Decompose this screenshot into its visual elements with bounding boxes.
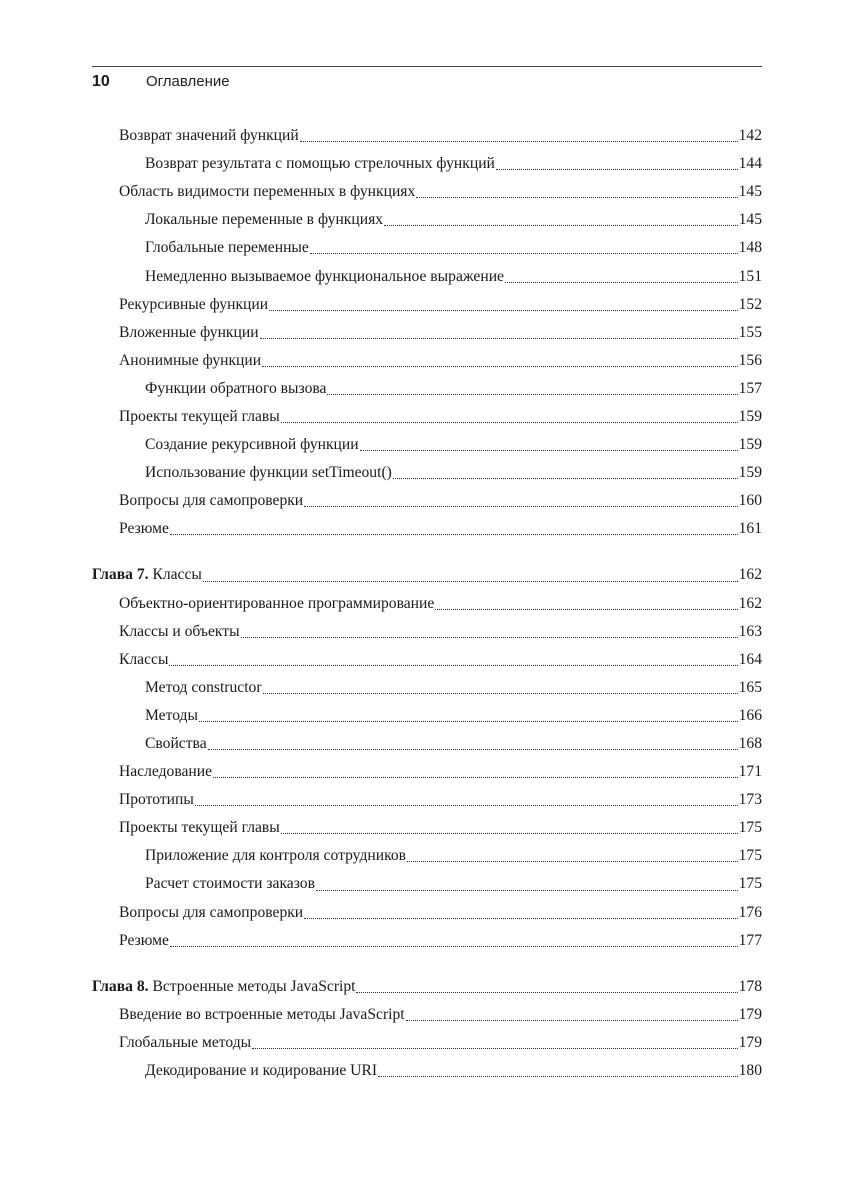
toc-entry — [92, 730, 762, 758]
toc-entry-title — [119, 932, 169, 950]
toc-entry — [92, 1029, 762, 1057]
dot-leader — [170, 533, 738, 535]
toc-entry-page: 165 — [738, 678, 762, 696]
toc-chapter-entry — [92, 973, 762, 1001]
toc-entry-text: Создание рекурсивной функции — [145, 436, 359, 454]
toc-entry — [92, 590, 762, 618]
toc-entry — [92, 262, 762, 290]
dot-leader — [260, 337, 738, 339]
toc-entry-title — [119, 352, 261, 370]
dot-leader — [262, 365, 738, 367]
toc-entry-page: 162 — [738, 594, 762, 612]
toc-entry-text: Декодирование и кодирование URI — [145, 1062, 378, 1080]
toc-entry — [92, 403, 762, 431]
dot-leader — [281, 832, 738, 834]
toc-entry — [92, 646, 762, 674]
toc-entry-text: Классы — [119, 650, 169, 668]
toc-chapter-entry — [92, 561, 762, 589]
dot-leader — [360, 449, 738, 451]
toc-entry — [92, 1001, 762, 1029]
dot-leader — [170, 945, 738, 947]
toc-entry-text: Методы — [145, 706, 198, 724]
toc-entry-title — [145, 239, 309, 257]
toc-entry — [92, 758, 762, 786]
toc-entry-title — [145, 436, 359, 454]
dot-leader — [406, 1019, 738, 1021]
toc-entry-title — [145, 847, 406, 865]
toc-entry-title — [119, 296, 268, 314]
toc-entry — [92, 206, 762, 234]
toc-entry-page: 164 — [738, 650, 762, 668]
dot-leader — [407, 860, 738, 862]
toc-entry-text: Свойства — [145, 735, 207, 753]
toc-entry — [92, 319, 762, 347]
toc-entry-text: Функции обратного вызова — [145, 379, 327, 397]
dot-leader — [269, 309, 738, 311]
dot-leader — [281, 421, 738, 423]
dot-leader — [416, 196, 737, 198]
dot-leader — [263, 692, 738, 694]
toc-entry-text: Объектно-ориентированное программирование — [119, 594, 435, 612]
toc-entry — [92, 459, 762, 487]
toc-entry-text: Вопросы для самопроверки — [119, 492, 304, 510]
toc-entry — [92, 899, 762, 927]
toc-entry-page: 166 — [738, 706, 762, 724]
toc-entry-page: 159 — [738, 407, 762, 425]
dot-leader — [208, 748, 738, 750]
toc-entry-page: 159 — [738, 436, 762, 454]
toc-entry-page: 145 — [738, 183, 762, 201]
toc-entry — [92, 674, 762, 702]
page-header — [92, 66, 762, 91]
toc-entry-page: 152 — [738, 295, 762, 313]
toc-entry-page: 163 — [738, 622, 762, 640]
toc-entry-page: 176 — [738, 903, 762, 921]
dot-leader — [169, 664, 737, 666]
toc-entry-text: Проекты текущей главы — [119, 819, 280, 837]
dot-leader — [304, 917, 737, 919]
toc-entry-title — [119, 904, 303, 922]
toc-entry-page: 157 — [738, 379, 762, 397]
toc-chapter-label: Глава 8. — [92, 977, 149, 995]
toc-entry-text: Глобальные переменные — [145, 239, 309, 257]
toc-entry-page: 160 — [738, 492, 762, 510]
toc-entry-title — [119, 791, 194, 809]
toc-entry — [92, 786, 762, 814]
toc-entry-text: Рекурсивные функции — [119, 295, 269, 313]
toc-entry-title — [119, 1006, 405, 1024]
toc-entry — [92, 927, 762, 955]
toc-entry-text: Классы — [152, 566, 202, 584]
toc-entry-title — [92, 978, 355, 996]
toc-entry-title — [119, 520, 169, 538]
dot-leader — [213, 776, 738, 778]
toc-entry-page: 151 — [738, 267, 762, 285]
toc-entry-page: 142 — [738, 127, 762, 145]
toc-entry-page: 162 — [738, 566, 762, 584]
toc-entry-text: Прототипы — [119, 791, 194, 809]
toc-entry-title — [145, 211, 383, 229]
toc-entry-page: 175 — [738, 819, 762, 837]
toc-entry-text: Резюме — [119, 520, 169, 538]
dot-leader — [384, 224, 738, 226]
toc-entry-text: Область видимости переменных в функциях — [119, 183, 416, 201]
toc-entry-title — [145, 380, 326, 398]
toc-entry-text: Проекты текущей главы — [119, 407, 280, 425]
running-title: Оглавление — [146, 73, 230, 90]
toc-entry-text: Анонимные функции — [119, 351, 262, 369]
toc-entry — [92, 150, 762, 178]
dot-leader — [505, 281, 738, 283]
toc-entry-title — [145, 1062, 377, 1080]
toc-entry — [92, 702, 762, 730]
toc-entry — [92, 515, 762, 543]
toc-entry-page: 161 — [738, 520, 762, 538]
dot-leader — [327, 393, 737, 395]
toc-entry — [92, 870, 762, 898]
toc-entry — [92, 234, 762, 262]
toc-entry-page: 177 — [738, 931, 762, 949]
toc-entry-title — [145, 679, 262, 697]
toc-entry-page: 148 — [738, 239, 762, 257]
toc-entry — [92, 178, 762, 206]
toc-entry — [92, 122, 762, 150]
toc-entry-text: Немедленно вызываемое функциональное выражение — [145, 267, 504, 285]
dot-leader — [300, 140, 738, 142]
toc-entry — [92, 347, 762, 375]
toc-entry — [92, 291, 762, 319]
toc-entry-page: 180 — [738, 1062, 762, 1080]
dot-leader — [496, 168, 738, 170]
table-of-contents — [92, 122, 762, 1085]
toc-entry-text: Вложенные функции — [119, 323, 259, 341]
toc-entry-title — [92, 566, 202, 584]
toc-entry-text: Глобальные методы — [119, 1033, 252, 1051]
toc-entry — [92, 375, 762, 403]
toc-chapter-label: Глава 7. — [92, 566, 149, 584]
toc-entry-page: 175 — [738, 875, 762, 893]
toc-entry-text: Возврат результата с помощью стрелочных функций — [145, 155, 495, 173]
toc-entry-title — [119, 127, 299, 145]
dot-leader — [310, 252, 738, 254]
toc-entry-title — [119, 324, 259, 342]
toc-entry-page: 155 — [738, 323, 762, 341]
toc-entry-title — [145, 268, 504, 286]
dot-leader — [393, 477, 738, 479]
toc-entry-title — [119, 819, 280, 837]
toc-entry-title — [119, 595, 434, 613]
dot-leader — [195, 804, 738, 806]
toc-entry-text: Введение во встроенные методы JavaScript — [119, 1005, 405, 1023]
toc-entry-title — [145, 464, 392, 482]
toc-entry-title — [119, 623, 240, 641]
toc-entry-title — [119, 183, 415, 201]
toc-entry-title — [119, 763, 212, 781]
toc-entry-text: Приложение для контроля сотрудников — [145, 847, 407, 865]
toc-entry — [92, 618, 762, 646]
dot-leader — [356, 991, 737, 993]
toc-entry-page: 156 — [738, 351, 762, 369]
toc-entry — [92, 814, 762, 842]
toc-entry-text: Резюме — [119, 931, 169, 949]
toc-entry-title — [119, 408, 280, 426]
toc-entry-text: Использование функции setTimeout() — [145, 464, 392, 482]
toc-entry-page: 145 — [738, 211, 762, 229]
dot-leader — [378, 1075, 738, 1077]
dot-leader — [203, 580, 738, 582]
toc-entry-title — [145, 875, 315, 893]
toc-entry-text: Вопросы для самопроверки — [119, 903, 304, 921]
toc-entry — [92, 431, 762, 459]
toc-entry-text: Локальные переменные в функциях — [145, 211, 384, 229]
dot-leader — [304, 505, 737, 507]
toc-entry — [92, 1057, 762, 1085]
dot-leader — [316, 889, 738, 891]
toc-entry — [92, 487, 762, 515]
toc-entry-title — [119, 651, 168, 669]
toc-entry-text: Расчет стоимости заказов — [145, 875, 315, 893]
toc-entry-page: 175 — [738, 847, 762, 865]
toc-entry-page: 171 — [738, 763, 762, 781]
toc-entry-text: Метод constructor — [145, 678, 262, 696]
dot-leader — [252, 1047, 738, 1049]
toc-entry-text: Возврат значений функций — [119, 127, 299, 145]
dot-leader — [199, 720, 738, 722]
toc-entry-text: Наследование — [119, 763, 213, 781]
toc-entry-title — [145, 155, 495, 173]
dot-leader — [435, 608, 737, 610]
toc-entry-page: 178 — [738, 977, 762, 995]
toc-entry-page: 179 — [738, 1005, 762, 1023]
toc-entry-title — [119, 1034, 251, 1052]
toc-entry-page: 173 — [738, 791, 762, 809]
toc-entry-text: Встроенные методы JavaScript — [152, 977, 356, 995]
toc-entry-title — [145, 707, 198, 725]
toc-entry-page: 144 — [738, 155, 762, 173]
toc-entry — [92, 842, 762, 870]
toc-entry-text: Классы и объекты — [119, 622, 240, 640]
page-number: 10 — [92, 73, 110, 90]
dot-leader — [241, 636, 738, 638]
toc-entry-page: 168 — [738, 735, 762, 753]
toc-entry-title — [119, 492, 303, 510]
toc-entry-page: 179 — [738, 1033, 762, 1051]
toc-entry-page: 159 — [738, 464, 762, 482]
toc-entry-title — [145, 735, 207, 753]
